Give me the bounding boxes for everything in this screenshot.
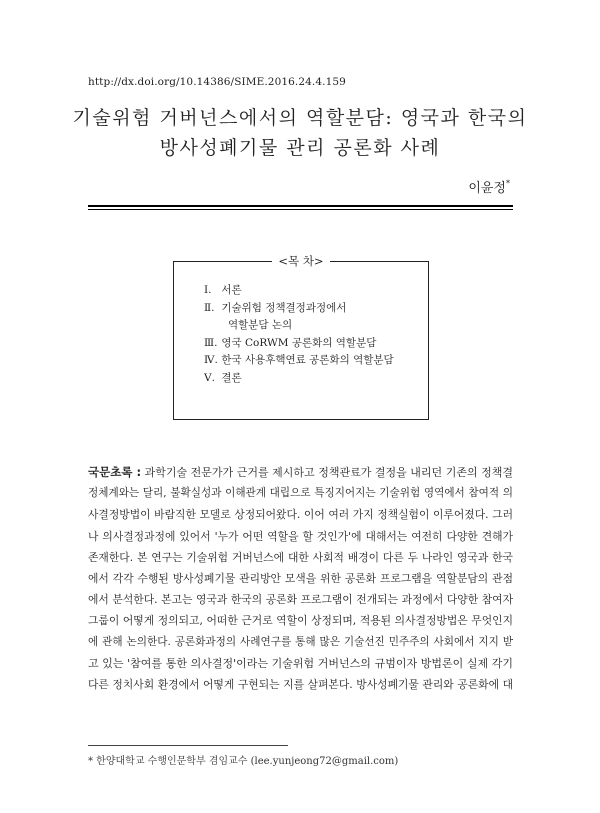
author-name-text: 이윤정 [468, 181, 506, 196]
author-footnote-mark: * [506, 179, 510, 188]
toc-item-label: 영국 CoRWM 공론화의 역할분담 [221, 336, 377, 349]
abstract-line [88, 462, 513, 483]
abstract-text: 과학기술 전문가가 근거를 제시하고 정책관료가 결정을 내리던 기존의 정책결 [144, 466, 513, 479]
paper-title [60, 103, 540, 163]
toc-item [204, 335, 394, 353]
header-rule-thin [88, 209, 513, 210]
toc-item-label: 역할분담 논의 [228, 319, 293, 331]
toc-item [204, 300, 394, 318]
toc-heading-text: <목 차> [272, 254, 329, 268]
author-footnote: * 한양대학교 수행인문학부 겸임교수 (lee.yunjeong72@gmail.com) [88, 756, 399, 767]
abstract-line: 존재한다. 본 연구는 기술위험 거버넌스에 대한 사회적 배경이 다른 두 나라인 영국과 한국 [88, 550, 513, 564]
footnote-rule [88, 745, 288, 746]
doi-link[interactable]: http://dx.doi.org/10.14386/SIME.2016.24.4.159 [88, 76, 346, 88]
title-line-1: 기술위험 거버넌스에서의 역할분담: 영국과 한국의 [72, 107, 528, 129]
toc-heading [174, 253, 428, 269]
abstract-line: 정체계와는 달리, 불확실성과 이해관계 대립으로 특징지어지는 기술위험 영역에서 참여적 의 [88, 487, 513, 500]
author-name [468, 177, 510, 196]
toc-item-label: 결론 [221, 371, 242, 384]
toc-item-number: Ⅴ. [204, 371, 215, 384]
abstract-line: 나 의사결정과정에 있어서 '누가 어떤 역할을 할 것인가'에 대해서는 여전히 다양한 견해가 [88, 529, 513, 543]
abstract-line: 사결정방법이 바람직한 모델로 상정되어왔다. 이어 여러 가지 정책실험이 이루어졌다. 그러 [88, 508, 513, 522]
abstract-line: 에 관해 논의한다. 공론화과정의 사례연구를 통해 많은 기술선진 민주주의 사회에서 지지 받 [88, 635, 513, 648]
toc-list [204, 282, 394, 387]
toc-item-label: 서론 [221, 284, 242, 296]
toc-item [204, 352, 394, 370]
toc-item [204, 370, 394, 388]
toc-item-label: 한국 사용후핵연료 공론화의 역할분담 [221, 354, 394, 366]
abstract-line: 다른 정치사회 환경에서 어떻게 구현되는 지를 살펴본다. 방사성폐기물 관리와 공론화에 대 [88, 678, 513, 692]
toc-item-continuation [204, 317, 394, 335]
abstract-line: 에서 분석한다. 본고는 영국과 한국의 공론화 프로그램이 전개되는 과정에서 다양한 참여자 [88, 593, 513, 607]
abstract-label: 국문초록 : [88, 465, 142, 479]
header-rule-thick [88, 205, 513, 207]
abstract-line: 에서 각각 수행된 방사성폐기물 관리방안 모색을 위한 공론화 프로그램을 역할분담의 관점 [88, 572, 513, 586]
toc-item [204, 282, 394, 300]
toc-item-number: Ⅰ. [204, 284, 212, 296]
abstract-line: 그룹이 어떻게 정의되고, 어떠한 근거로 역할이 상정되며, 적용된 의사결정방법은 무엇인지 [88, 614, 513, 628]
title-line-2: 방사성폐기물 관리 공론화 사례 [159, 137, 441, 159]
toc-item-number: Ⅲ. [204, 336, 218, 349]
toc-item-number: Ⅱ. [204, 301, 215, 314]
table-of-contents [173, 254, 429, 420]
abstract-line: 고 있는 '참여를 통한 의사결정'이라는 기술위험 거버넌스의 규범이자 방법론이 실제 각기 [88, 656, 513, 670]
toc-item-label: 기술위험 정책결정과정에서 [221, 301, 347, 314]
toc-item-number: Ⅳ. [204, 354, 218, 366]
abstract [88, 462, 513, 695]
